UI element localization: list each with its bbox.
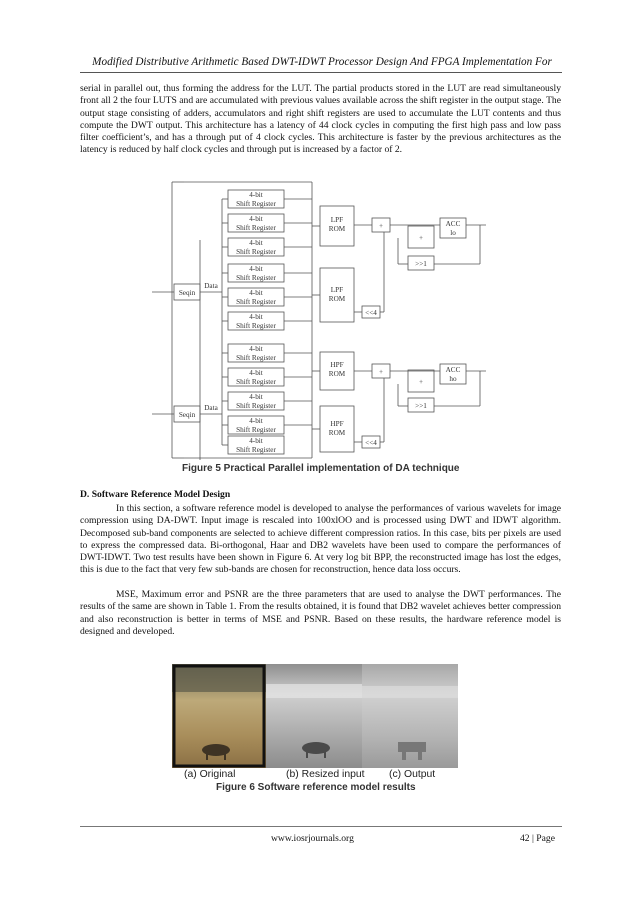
- running-header: Modified Distributive Arithmetic Based DWT-IDWT Processor Design And FPGA Implementation For: [92, 56, 552, 68]
- svg-text:Shift Register: Shift Register: [236, 378, 276, 386]
- footer-url[interactable]: www.iosrjournals.org: [271, 833, 354, 844]
- plus-label: +: [378, 368, 384, 376]
- svg-text:4-bit: 4-bit: [249, 265, 263, 273]
- seqin-label: Seqin: [178, 289, 196, 297]
- shift-right-label: >>1: [415, 402, 427, 410]
- section-d-paragraph-1: In this section, a software reference model is developed to analyse the performances of various wavelets for image compression using DA-DWT. Input image is rescaled into 100xlOO and is processed using DWT and IDWT algorithm. Decomposed sub-band components are selected to achieve different compression ratios. In this case, bits per pixels are used to express the compressed data. Bi-orthogonal, Haar and DB2 wavelets have been used to compare the performances of DWT-IDWT. Two test results have been shown in Figure 6. At very log bit BPP, the reconstructed image has lost the edges, this is due to the fact that very few sub-bands are chosen for reconstruction, hence data loss occurs.: [80, 503, 561, 576]
- seqin-label: Seqin: [178, 411, 196, 419]
- plus-label: +: [378, 222, 384, 230]
- original-image: [172, 664, 266, 768]
- shift-register-group-lpf: [228, 190, 284, 330]
- data-label: Data: [204, 404, 218, 412]
- shift-left-label: <<4: [365, 309, 377, 317]
- svg-text:4-bit: 4-bit: [249, 289, 263, 297]
- figure-6-label-original: (a) Original: [184, 769, 236, 780]
- rom-label: LPF: [330, 216, 344, 224]
- svg-text:4-bit: 4-bit: [249, 345, 263, 353]
- svg-text:4-bit: 4-bit: [249, 417, 263, 425]
- resized-input-image: [266, 664, 362, 768]
- acc-label: ACC: [445, 220, 461, 228]
- figure-5-caption: Figure 5 Practical Parallel implementation of DA technique: [182, 463, 460, 474]
- svg-text:ROM: ROM: [328, 225, 346, 233]
- figure-6-images: [172, 664, 458, 768]
- figure-6-label-output: (c) Output: [389, 769, 436, 780]
- svg-text:ROM: ROM: [328, 370, 346, 378]
- plus-label: +: [418, 234, 424, 242]
- rom-label: LPF: [330, 286, 344, 294]
- footer-rule: [80, 826, 562, 827]
- output-image: [362, 664, 458, 768]
- svg-text:Shift Register: Shift Register: [236, 224, 276, 232]
- shift-left-label: <<4: [365, 439, 377, 447]
- shift-register-label: 4-bit: [249, 191, 263, 199]
- svg-text:Shift Register: Shift Register: [236, 446, 276, 454]
- svg-text:4-bit: 4-bit: [249, 369, 263, 377]
- header-rule: [80, 72, 562, 73]
- svg-text:Shift Register: Shift Register: [236, 274, 276, 282]
- figure-6-label-resized: (b) Resized input: [286, 769, 365, 780]
- svg-text:Shift Register: Shift Register: [236, 426, 276, 434]
- rom-label: HPF: [330, 361, 344, 369]
- svg-text:4-bit: 4-bit: [249, 437, 263, 445]
- acc-output-label: ho: [449, 375, 457, 383]
- svg-text:4-bit: 4-bit: [249, 215, 263, 223]
- acc-label: ACC: [445, 366, 461, 374]
- acc-output-label: lo: [450, 229, 456, 237]
- svg-text:Shift Register: Shift Register: [236, 322, 276, 330]
- figure-5-diagram: [140, 180, 500, 460]
- shift-register-label: Shift Register: [236, 200, 276, 208]
- rom-label: HPF: [330, 420, 344, 428]
- shift-right-label: >>1: [415, 260, 427, 268]
- svg-text:4-bit: 4-bit: [249, 313, 263, 321]
- svg-text:Shift Register: Shift Register: [236, 402, 276, 410]
- svg-text:4-bit: 4-bit: [249, 393, 263, 401]
- svg-text:4-bit: 4-bit: [249, 239, 263, 247]
- svg-text:Shift Register: Shift Register: [236, 354, 276, 362]
- paragraph-intro: serial in parallel out, thus forming the address for the LUT. The partial products stored in the LUT are read simultaneously front all 2 the four LUTS and are accumulated with previous values available across the shift register in the output stage. The output stage consisting of adders, accumulators and right shift registers are used to accumulate the LUT contents and thus compute the DWT output. This architecture has a latency of 44 clock cycles in computing the first high pass and low pass filter coefficient’s, and has a through put of 4 clock cycles. This architecture is faster by the previous architectures as the latency is reduced by half clock cycles and through put is increased by a factor of 2.: [80, 83, 561, 156]
- data-label: Data: [204, 282, 218, 290]
- plus-label: +: [418, 378, 424, 386]
- svg-text:ROM: ROM: [328, 295, 346, 303]
- figure-6-caption: Figure 6 Software reference model results: [216, 782, 416, 793]
- svg-text:ROM: ROM: [328, 429, 346, 437]
- section-d-title: D. Software Reference Model Design: [80, 489, 231, 500]
- footer-page-number: 42 | Page: [520, 833, 555, 844]
- svg-text:Shift Register: Shift Register: [236, 248, 276, 256]
- svg-text:Shift Register: Shift Register: [236, 298, 276, 306]
- section-d-paragraph-2: MSE, Maximum error and PSNR are the three parameters that are used to analyse the DWT performances. The results of the same are shown in Table 1. From the results obtained, it is found that DB2 wavelet achieves better compression and also reconstruction is better in terms of MSE and PSNR. Based on these results, the hardware reference model is designed and developed.: [80, 589, 561, 637]
